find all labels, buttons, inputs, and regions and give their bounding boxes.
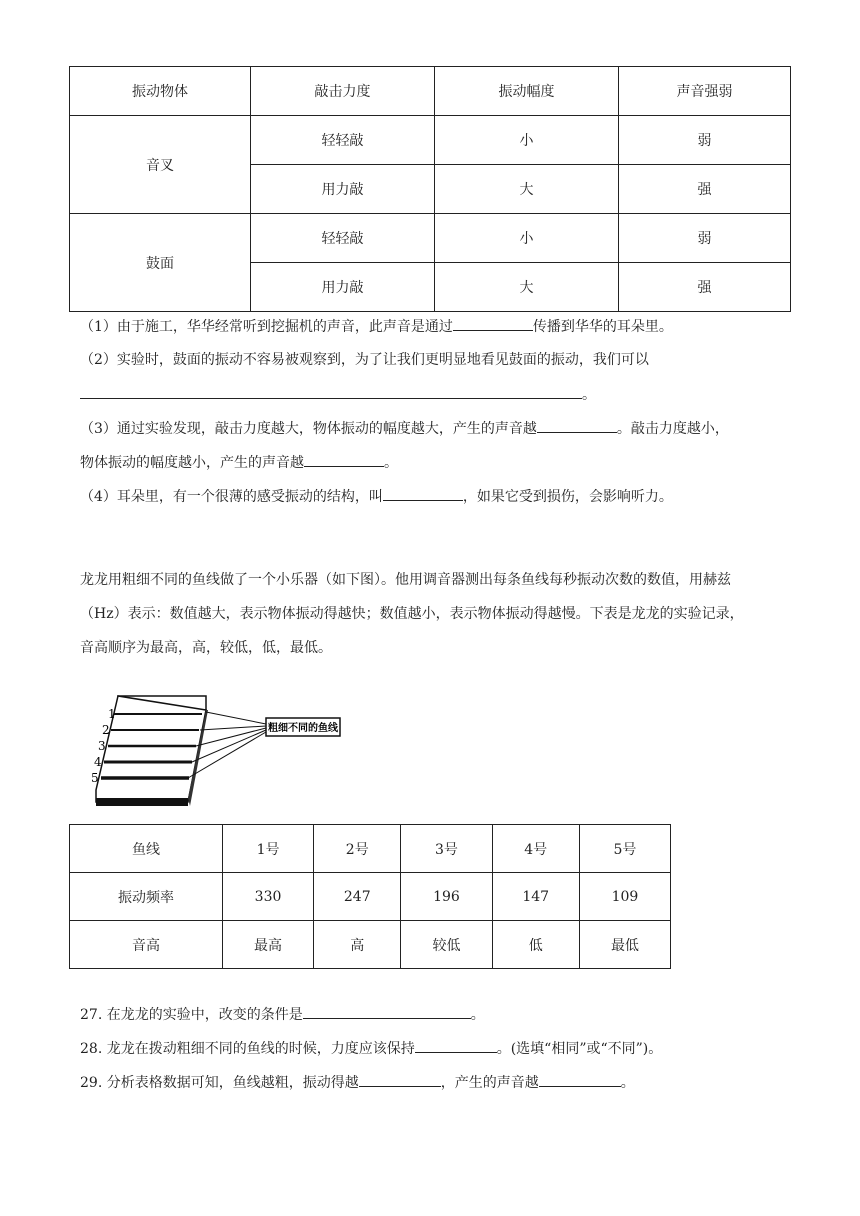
pitch-cell: 最高 [223, 921, 314, 969]
question-text: 。(选填“相同”或“不同”)。 [496, 1041, 663, 1057]
question-text: 。 [620, 1075, 635, 1091]
pitch-cell: 高 [314, 921, 401, 969]
question-text: 27. 在龙龙的实验中，改变的条件是 [80, 1007, 303, 1023]
table-row [70, 825, 671, 873]
amplitude-cell: 小 [435, 116, 619, 165]
table-header-cell: 振动幅度 [435, 67, 619, 116]
question-2 [80, 350, 649, 370]
pitch-cell: 较低 [401, 921, 492, 969]
string-number: 4 [94, 755, 102, 769]
instrument-drawing [88, 690, 348, 810]
question-text: 。 [470, 1007, 485, 1023]
force-cell: 轻轻敲 [251, 214, 435, 263]
table-header-cell: 振动物体 [70, 67, 251, 116]
intro-line: （Hz）表示：数值越大，表示物体振动得越快；数值越小，表示物体振动得越慢。下表是龙龙的实验记录， [80, 606, 744, 622]
frequency-cell: 147 [492, 873, 579, 921]
answer-blank[interactable] [539, 1072, 621, 1087]
frequency-table [69, 824, 671, 969]
question-text: 传播到华华的耳朵里。 [532, 319, 673, 335]
intro-line: 音高顺序为最高，高，较低，低，最低。 [80, 640, 332, 656]
answer-blank[interactable] [383, 486, 463, 501]
string-number: 1 [108, 707, 116, 721]
table-row [70, 214, 791, 263]
table-row [70, 116, 791, 165]
frequency-cell: 109 [579, 873, 670, 921]
question-text: （1）由于施工，华华经常听到挖掘机的声音，此声音是通过 [80, 319, 453, 335]
question-text: （2）实验时，鼓面的振动不容易被观察到，为了让我们更明显地看见鼓面的振动，我们可以 [80, 352, 649, 368]
question-3 [80, 418, 729, 439]
question-text: （4）耳朵里，有一个很薄的感受振动的结构，叫 [80, 489, 383, 505]
row-header-cell: 鱼线 [70, 825, 223, 873]
strength-cell: 强 [619, 165, 791, 214]
force-cell: 用力敲 [251, 165, 435, 214]
answer-blank[interactable] [453, 316, 533, 331]
question-2-answer-line [80, 384, 596, 405]
line-cell: 5号 [579, 825, 670, 873]
question-28 [80, 1038, 662, 1059]
question-text: 。敲击力度越小， [616, 421, 729, 437]
question-4 [80, 486, 673, 507]
answer-blank[interactable] [304, 452, 384, 467]
question-text: 物体振动的幅度越小，产生的声音越 [80, 455, 304, 471]
answer-blank[interactable] [415, 1038, 497, 1053]
question-27 [80, 1004, 485, 1025]
line-cell: 3号 [401, 825, 492, 873]
question-3-cont [80, 452, 398, 473]
figure-label: 粗细不同的鱼线 [268, 723, 338, 734]
line-cell: 4号 [492, 825, 579, 873]
fishing-line-instrument-figure [88, 690, 348, 810]
string-number: 2 [102, 723, 110, 737]
answer-blank[interactable] [537, 418, 617, 433]
frequency-cell: 247 [314, 873, 401, 921]
strength-cell: 弱 [619, 116, 791, 165]
question-text: ，如果它受到损伤，会影响听力。 [462, 489, 673, 505]
answer-blank[interactable] [303, 1004, 471, 1019]
question-text: 。 [384, 455, 398, 471]
string-number: 5 [91, 771, 99, 785]
answer-blank[interactable] [359, 1072, 441, 1087]
question-text: ，产生的声音越 [440, 1075, 539, 1091]
question-text: 28. 龙龙在拨动粗细不同的鱼线的时候，力度应该保持 [80, 1041, 415, 1057]
table-row [70, 873, 671, 921]
force-cell: 轻轻敲 [251, 116, 435, 165]
answer-blank[interactable] [80, 384, 582, 399]
table-row [70, 921, 671, 969]
table-header-cell: 声音强弱 [619, 67, 791, 116]
object-cell: 鼓面 [70, 214, 251, 312]
line-cell: 1号 [223, 825, 314, 873]
amplitude-cell: 大 [435, 263, 619, 312]
pitch-cell: 低 [492, 921, 579, 969]
row-header-cell: 振动频率 [70, 873, 223, 921]
pitch-cell: 最低 [579, 921, 670, 969]
question-1 [80, 316, 673, 337]
strength-cell: 弱 [619, 214, 791, 263]
frequency-cell: 196 [401, 873, 492, 921]
table-header-cell: 敲击力度 [251, 67, 435, 116]
string-number: 3 [98, 739, 106, 753]
row-header-cell: 音高 [70, 921, 223, 969]
question-text: 。 [582, 387, 596, 403]
amplitude-cell: 大 [435, 165, 619, 214]
strength-cell: 强 [619, 263, 791, 312]
force-cell: 用力敲 [251, 263, 435, 312]
question-text: 29. 分析表格数据可知，鱼线越粗，振动得越 [80, 1075, 359, 1091]
table-header-row [70, 67, 791, 116]
frequency-cell: 330 [223, 873, 314, 921]
vibration-table [69, 66, 791, 312]
question-text: （3）通过实验发现，敲击力度越大，物体振动的幅度越大，产生的声音越 [80, 421, 537, 437]
amplitude-cell: 小 [435, 214, 619, 263]
question-29 [80, 1072, 635, 1093]
object-cell: 音叉 [70, 116, 251, 214]
line-cell: 2号 [314, 825, 401, 873]
intro-line: 龙龙用粗细不同的鱼线做了一个小乐器（如下图）。他用调音器测出每条鱼线每秒振动次数的数值，用赫兹 [80, 572, 731, 588]
